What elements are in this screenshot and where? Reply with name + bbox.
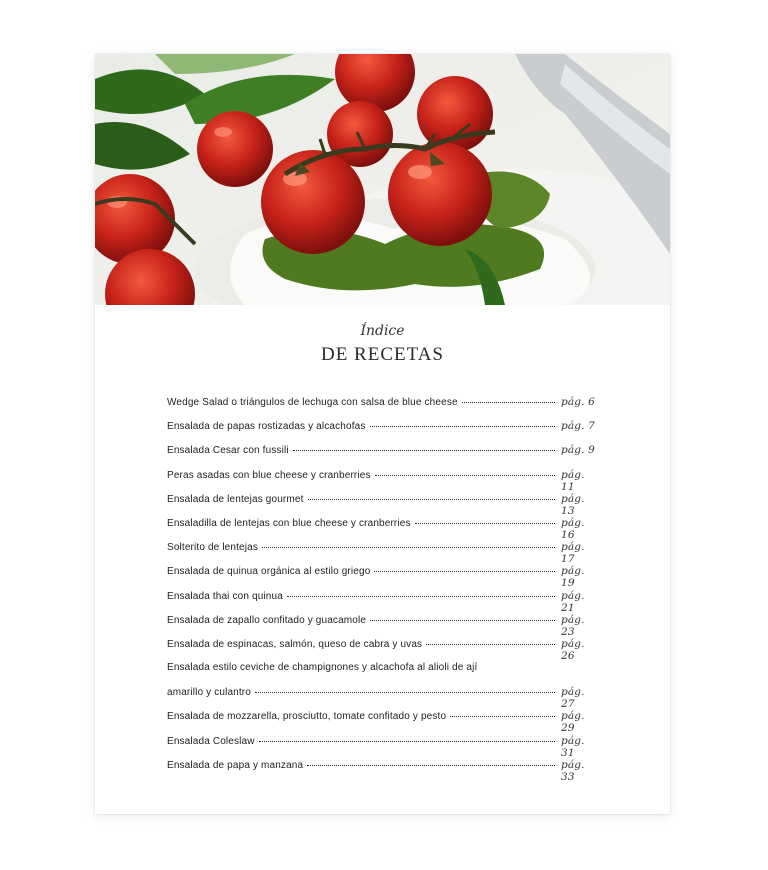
toc-entry-title: Ensaladilla de lentejas con blue cheese y cranberries — [167, 517, 411, 529]
toc-entry-page: pág. 29 — [561, 710, 585, 735]
toc-entry-title: Ensalada Coleslaw — [167, 735, 255, 747]
recipe-index-page — [95, 54, 670, 814]
toc-entry-page: pág. 26 — [561, 637, 585, 662]
dot-leader — [287, 596, 555, 597]
dot-leader — [462, 402, 555, 403]
toc-entry-title: Ensalada thai con quinua — [167, 590, 283, 602]
toc-entry — [167, 614, 599, 638]
toc-entry-page: pág. 16 — [561, 516, 585, 541]
dot-leader — [370, 620, 555, 621]
toc-entry — [167, 396, 599, 420]
toc-entry-title: amarillo y culantro — [167, 687, 251, 699]
toc-entry-title: Ensalada Cesar con fussili — [167, 445, 289, 457]
toc-entry-title: Ensalada de papas rostizadas y alcachofas — [167, 421, 366, 433]
toc-entry-title: Ensalada de lentejas gourmet — [167, 493, 304, 505]
index-script-title: Índice — [360, 323, 405, 339]
toc-entry-page: pág. 9 — [561, 444, 595, 457]
caprese-salad-photo — [95, 54, 670, 305]
toc-entry-title: Ensalada de mozzarella, prosciutto, tomate confitado y pesto — [167, 711, 447, 723]
toc-entry — [167, 493, 599, 517]
dot-leader — [255, 692, 555, 693]
toc-entry — [167, 735, 599, 759]
toc-entry-title: Ensalada estilo ceviche de champignones y alcachofa al alioli de ají — [167, 662, 478, 674]
toc-entry-title: Ensalada de espinacas, salmón, queso de cabra y uvas — [167, 638, 423, 650]
toc-entry — [167, 590, 599, 614]
toc-entry-page: pág. 11 — [561, 468, 585, 493]
dot-leader — [450, 716, 555, 717]
dot-leader — [375, 475, 555, 476]
toc-entry-page: pág. 21 — [561, 589, 585, 614]
dot-leader — [307, 765, 555, 766]
toc-entry-title: Peras asadas con blue cheese y cranberries — [167, 469, 371, 481]
toc-entry-title: Solterito de lentejas — [167, 542, 258, 554]
toc-entry-page: pág. 7 — [561, 420, 595, 433]
toc-entry — [167, 444, 599, 468]
toc-entry — [167, 541, 599, 565]
index-main-title: DE RECETAS — [320, 344, 444, 365]
toc-entry — [167, 662, 599, 686]
table-of-contents — [167, 396, 599, 783]
toc-entry-page: pág. 6 — [561, 396, 595, 408]
toc-entry-page: pág. 33 — [561, 758, 585, 783]
toc-entry-page: pág. 19 — [561, 565, 585, 590]
dot-leader — [426, 644, 555, 645]
dot-leader — [415, 523, 555, 524]
toc-entry-page: pág. 27 — [561, 686, 585, 711]
toc-entry — [167, 469, 599, 493]
toc-entry — [167, 710, 599, 734]
toc-entry-title: Ensalada de zapallo confitado y guacamole — [167, 614, 367, 626]
dot-leader — [308, 499, 555, 500]
toc-entry-page: pág. 31 — [561, 734, 585, 759]
toc-entry-page: pág. 23 — [561, 613, 585, 638]
toc-entry — [167, 638, 599, 662]
dot-leader — [370, 426, 556, 427]
toc-entry — [167, 759, 599, 783]
toc-entry-title: Ensalada de quinua orgánica al estilo griego — [167, 566, 371, 578]
dot-leader — [259, 741, 555, 742]
toc-entry — [167, 565, 599, 589]
toc-entry-page: pág. 13 — [561, 492, 585, 517]
dot-leader — [293, 450, 555, 451]
toc-entry-title: Wedge Salad o triángulos de lechuga con salsa de blue cheese — [167, 397, 458, 408]
dot-leader — [262, 547, 555, 548]
toc-entry-title: Ensalada de papa y manzana — [167, 759, 304, 771]
toc-entry — [167, 420, 599, 444]
toc-entry — [167, 517, 599, 541]
dot-leader — [374, 571, 555, 572]
toc-entry — [167, 686, 599, 710]
toc-entry-page: pág. 17 — [561, 541, 585, 566]
